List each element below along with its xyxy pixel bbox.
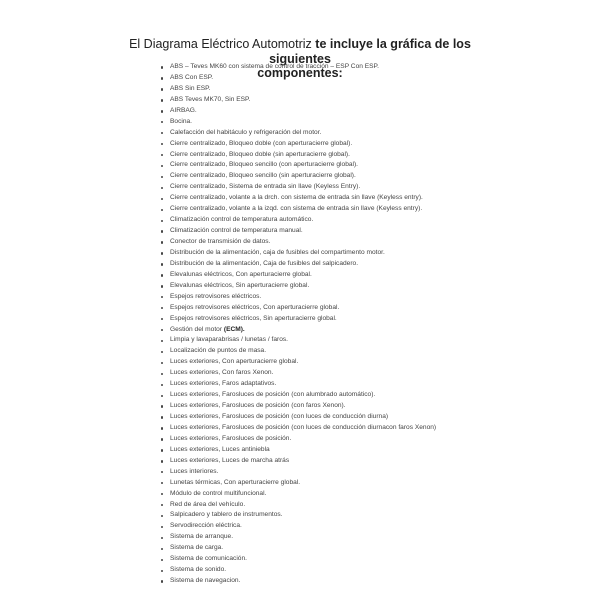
list-item-text: Cierre centralizado, Sistema de entrada sin llave (Keyless Entry). [170,183,361,191]
list-item-text: Cierre centralizado, Bloqueo doble (sin aperturacierre global). [170,150,350,158]
list-item [160,171,436,182]
list-item-text: Lunetas térmicas, Con aperturacierre global. [170,478,301,486]
list-item [160,379,436,390]
list-item-text: ABS Sin ESP. [170,84,211,92]
list-item [160,401,436,412]
list-item [160,281,436,292]
list-item-text: Red de área del vehículo. [170,500,246,508]
list-item-text: Luces exteriores, Faros adaptativos. [170,380,277,388]
list-item [160,128,436,139]
list-item-text: Luces exteriores, Con faros Xenon. [170,369,274,377]
list-item [160,390,436,401]
list-item [160,335,436,346]
list-item [160,423,436,434]
list-item-text: Espejos retrovisores eléctricos, Sin aperturacierre global. [170,314,337,322]
heading-bold-text-line2: componentes: [257,66,343,80]
list-item-text: Cierre centralizado, volante a la drch. con sistema de entrada sin llave (Keyless entry). [170,194,423,202]
list-item-text: Localización de puntos de masa. [170,347,267,355]
component-list [160,62,436,587]
list-item [160,346,436,357]
list-item-text: Luces exteriores, Farosluces de posición (con luces de conducción diurna) [170,413,389,420]
list-item-text: Espejos retrovisores eléctricos, Con aperturacierre global. [170,303,340,311]
list-item-text: Cierre centralizado, Bloqueo doble (con aperturacierre global). [170,139,353,147]
list-item [160,73,436,84]
list-item-text: Calefacción del habitáculo y refrigeración del motor. [170,128,322,136]
list-item [160,576,436,587]
list-item [160,543,436,554]
list-item-text: Limpia y lavaparabrisas / lunetas / faros. [170,336,289,344]
list-item-text: Luces exteriores, Farosluces de posición (con alumbrado automático). [170,391,376,399]
list-item [160,237,436,248]
list-item [160,117,436,128]
list-item [160,500,436,511]
list-item [160,215,436,226]
list-item [160,182,436,193]
list-item-text: Climatización control de temperatura manual. [170,227,303,235]
list-item [160,489,436,500]
list-item [160,270,436,281]
list-item-text: Climatización control de temperatura automático. [170,216,314,224]
list-item [160,510,436,521]
list-item [160,521,436,532]
list-item-text: Sistema de arranque. [170,533,234,541]
list-item-text: Distribución de la alimentación, caja de fusibles del compartimento motor. [170,248,385,256]
list-item [160,204,436,215]
list-item [160,62,436,73]
list-item-text: Distribución de la alimentación, Caja de fusibles del salpicadero. [170,259,359,267]
list-item [160,478,436,489]
list-item-text: Gestión del motor [170,325,224,333]
list-item [160,445,436,456]
list-item [160,84,436,95]
list-item-text: Luces exteriores, Farosluces de posición (con luces de conducción diurnacon faros Xenon) [170,423,437,431]
list-item-text: Cierre centralizado, Bloqueo sencillo (con aperturacierre global). [170,161,359,169]
list-item-text: Elevalunas eléctricos, Sin aperturacierre global. [170,281,310,289]
list-item-text: ABS Con ESP. [170,73,214,81]
list-item [160,357,436,368]
list-item [160,259,436,270]
list-item-text: Cierre centralizado, volante a la izqd. con sistema de entrada sin llave (Keyless entry). [170,205,423,213]
list-item-text: Luces exteriores, Luces de marcha atrás [170,456,290,464]
list-item-text: Luces exteriores, Farosluces de posición (con faros Xenon). [170,402,346,410]
list-item [160,467,436,478]
list-item-text: Luces exteriores, Farosluces de posición. [170,434,292,442]
list-item-text: Módulo de control multifuncional. [170,489,267,497]
list-item [160,95,436,106]
list-item-text: Sistema de sonido. [170,566,227,574]
list-item [160,456,436,467]
list-item-text: Elevalunas eléctricos, Con aperturacierre global. [170,270,312,278]
heading-normal-text: El Diagrama Eléctrico Automotriz [129,37,316,51]
list-item [160,368,436,379]
list-item-text: Espejos retrovisores eléctricos. [170,292,262,300]
list-item-text: Bocina. [170,117,192,125]
list-item-text: Sistema de navegacion. [170,577,241,585]
list-item-text: Conector de transmisión de datos. [170,238,271,245]
list-item-text: Cierre centralizado, Bloqueo sencillo (sin aperturacierre global). [170,172,356,180]
list-item [160,434,436,445]
list-item [160,226,436,237]
list-item-text: AIRBAG. [170,106,197,114]
list-item [160,160,436,171]
list-item-text: Servodirección eléctrica. [170,522,242,530]
list-item-text: Sistema de comunicación. [170,555,247,563]
list-item [160,314,436,325]
list-item [160,554,436,565]
list-item-bold-text: (ECM). [223,325,245,333]
list-item-text: Salpicadero y tablero de instrumentos. [170,511,283,519]
list-item-text: ABS – Teves MK60 con sistema de control de tracción – ESP Con ESP. [170,63,379,70]
list-item [160,532,436,543]
list-item [160,106,436,117]
list-item [160,248,436,259]
list-item [160,193,436,204]
list-item [160,139,436,150]
list-item [160,150,436,161]
list-item-text: Luces exteriores, Con aperturacierre global. [170,358,299,366]
list-item [160,412,436,423]
list-item [160,565,436,576]
list-item [160,325,436,336]
list-item-text: Luces interiores. [170,467,219,475]
list-item [160,292,436,303]
list-item [160,303,436,314]
list-item-text: Luces exteriores, Luces antiniebla [170,445,270,453]
list-item-text: ABS Teves MK70, Sin ESP. [170,95,251,103]
heading-bold-text-line1: te incluye la gráfica de los siguientes [269,37,471,66]
list-item-text: Sistema de carga. [170,544,224,552]
